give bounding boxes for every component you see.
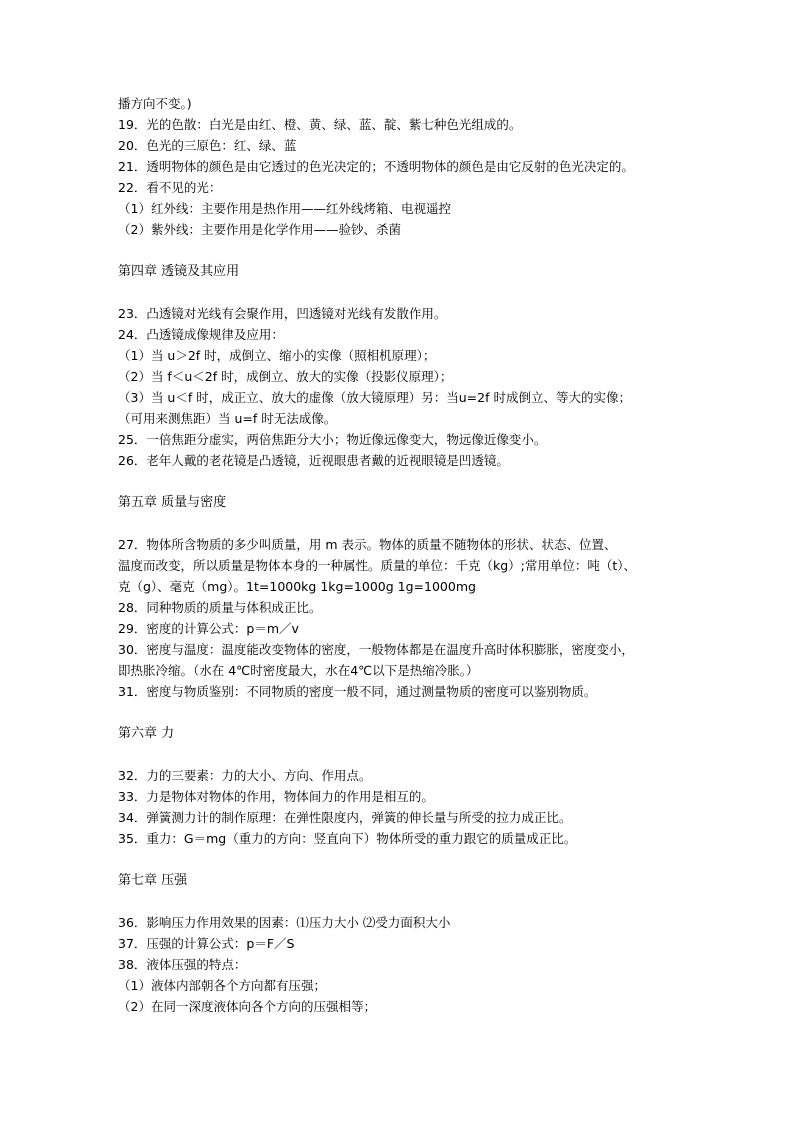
text-line: 37．压强的计算公式：p＝F／S	[118, 936, 295, 951]
text-line: （1）红外线：主要作用是热作用——红外线烤箱、电视遥控	[118, 201, 451, 216]
text-line: （2）当 f＜u＜2f 时，成倒立、放大的实像（投影仪原理）；	[118, 369, 453, 384]
section-light	[118, 93, 678, 240]
text-line: （可用来测焦距）当 u=f 时无法成像。	[118, 411, 337, 426]
text-line: 38．液体压强的特点：	[118, 957, 247, 972]
text-line: 即热胀冷缩。（水在 4℃时密度最大，水在4℃以下是热缩冷胀。）	[118, 663, 479, 678]
section-mass-density	[118, 534, 678, 702]
text-line: 32．力的三要素：力的大小、方向、作用点。	[118, 768, 372, 783]
section-lens	[118, 303, 678, 471]
text-line: 克（g）、毫克（mg）。1t=1000kg 1kg=1000g 1g=1000mg	[118, 579, 476, 594]
chapter-heading: 第六章 力	[118, 726, 175, 741]
text-line: 温度而改变，所以质量是物体本身的一种属性。质量的单位：千克（kg）;常用单位：吨（t）、	[118, 558, 637, 573]
text-line: 22．看不见的光：	[118, 180, 222, 195]
chapter-heading: 第五章 质量与密度	[118, 495, 227, 510]
text-line: 播方向不变。)	[118, 96, 192, 111]
text-line: 34．弹簧测力计的制作原理：在弹性限度内，弹簧的伸长量与所受的拉力成正比。	[118, 810, 572, 825]
text-line: 23．凸透镜对光线有会聚作用，凹透镜对光线有发散作用。	[118, 306, 447, 321]
text-line: 35．重力：G＝mg（重力的方向：竖直向下）物体所受的重力跟它的质量成正比。	[118, 831, 577, 846]
text-line: 29．密度的计算公式：p＝m／v	[118, 621, 299, 636]
text-line: 21．透明物体的颜色是由它透过的色光决定的；不透明物体的颜色是由它反射的色光决定的。	[118, 159, 634, 174]
text-line: 28．同种物质的质量与体积成正比。	[118, 600, 322, 615]
document-page	[118, 93, 678, 1017]
text-line: （2）紫外线：主要作用是化学作用——验钞、杀菌	[118, 222, 401, 237]
text-line: 31．密度与物质鉴别：不同物质的密度一般不同，通过测量物质的密度可以鉴别物质。	[118, 684, 597, 699]
chapter-heading: 第四章 透镜及其应用	[118, 264, 240, 279]
text-line: （1）液体内部朝各个方向都有压强；	[118, 978, 326, 993]
text-line: 20．色光的三原色：红、绿、蓝	[118, 138, 297, 153]
text-line: （3）当 u＜f 时，成正立、放大的虚像（放大镜原理）另：当u=2f 时成倒立、等大的实像；	[118, 390, 631, 405]
chapter-heading: 第七章 压强	[118, 873, 188, 888]
text-line: 25．一倍焦距分虚实，两倍焦距分大小；物近像远像变大，物远像近像变小。	[118, 432, 547, 447]
text-line: 30．密度与温度：温度能改变物体的密度，一般物体都是在温度升高时体积膨胀，密度变小，	[118, 642, 634, 657]
text-line: 27．物体所含物质的多少叫质量，用 m 表示。物体的质量不随物体的形状、状态、位置、	[118, 537, 617, 552]
text-line: 19．光的色散：白光是由红、橙、黄、绿、蓝、靛、紫七种色光组成的。	[118, 117, 522, 132]
text-line: 24．凸透镜成像规律及应用：	[118, 327, 284, 342]
text-line: 36．影响压力作用效果的因素：⑴压力大小 ⑵受力面积大小	[118, 915, 451, 930]
section-pressure	[118, 912, 678, 1017]
text-line: 33．力是物体对物体的作用，物体间力的作用是相互的。	[118, 789, 434, 804]
text-line: （1）当 u＞2f 时，成倒立、缩小的实像（照相机原理）；	[118, 348, 436, 363]
text-line: （2）在同一深度液体向各个方向的压强相等；	[118, 999, 376, 1014]
text-line: 26．老年人戴的老花镜是凸透镜，近视眼患者戴的近视眼镜是凹透镜。	[118, 453, 509, 468]
section-force	[118, 765, 678, 849]
